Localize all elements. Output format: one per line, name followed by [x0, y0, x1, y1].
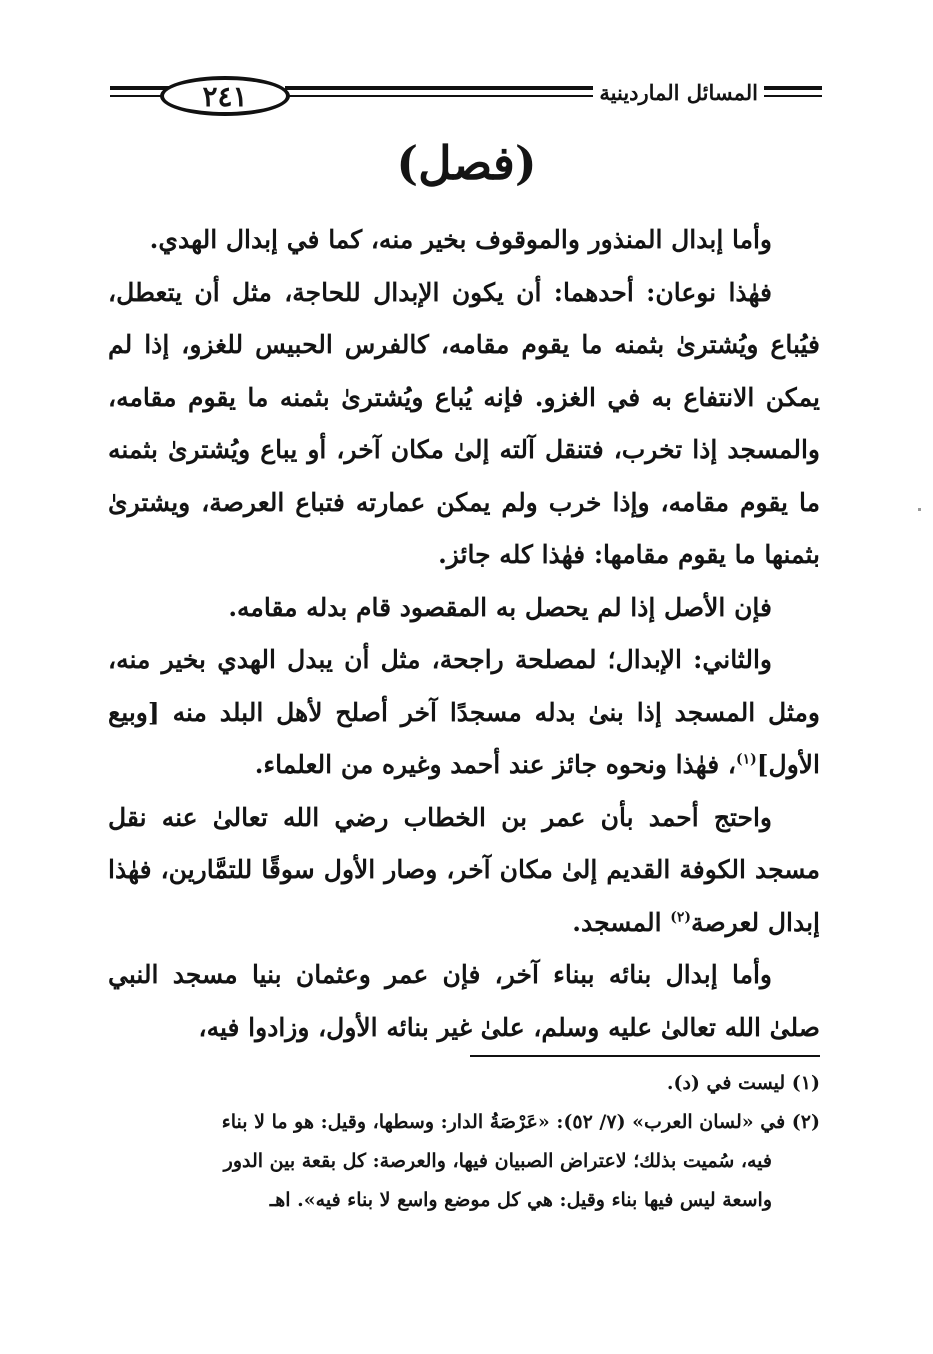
paragraph: وأما إبدال بنائه ببناء آخر، فإن عمر وعثمان بنيا مسجد النبي صلىٰ الله تعالىٰ عليه وسلم، علىٰ غير بنائه الأول، وزادوا فيه، — [108, 960, 820, 1042]
paragraph: فإن الأصل إذا لم يحصل به المقصود قام بدله مقامه. — [228, 592, 772, 622]
footnote-ref: (٢) — [670, 909, 692, 926]
paragraph-text: والثاني: الإبدال؛ لمصلحة راجحة، مثل أن يبدل الهدي بخير منه، ومثل المسجد إذا بنىٰ بدله مسجدًا آخر أصلح لأهل البلد منه [وبيع الأول] — [108, 645, 820, 779]
paragraph: فهٰذا نوعان: أحدهما: أن يكون الإبدال للحاجة، مثل أن يتعطل، فيُباع ويُشترىٰ بثمنه ما يقوم مقامه، كالفرس الحبيس للغزو، إذا لم يمكن الانتفاع به في الغزو. فإنه يُباع ويُشترىٰ بثمنه ما يقوم مقامه، والمسجد إذا تخرب، فتنقل آلته إلىٰ مكان آخر، أو يباع ويُشترىٰ بثمنه ما يقوم مقامه، وإذا خرب ولم يمكن عمارته فتباع العرصة، ويشترىٰ بثمنها ما يقوم مقامها: فهٰذا كله جائز. — [108, 277, 820, 569]
book-title: المسائل الماردينية — [593, 80, 764, 105]
footnote-2-cont: واسعة ليس فيها بناء وقيل: هي كل موضع واسع لا بناء فيه». اهـ — [269, 1189, 772, 1211]
paragraph: وأما إبدال المنذور والموقوف بخير منه، كما في إبدال الهدي. — [149, 225, 772, 254]
footnote-1: (١) ليست في (د). — [666, 1072, 820, 1094]
footnote-ref: (١) — [735, 751, 757, 768]
footnote-2: (٢) في «لسان العرب» (٧/ ٥٢): «عَرْصَةُ الدار: وسطها، وقيل: هو ما لا بناء — [221, 1111, 820, 1133]
footnote-2-cont: فيه، سُميت بذلك؛ لاعتراض الصبيان فيها، والعرصة: كل بقعة بين الدور — [223, 1150, 772, 1172]
running-header — [110, 72, 822, 122]
footnotes — [108, 1064, 820, 1220]
page-number: ٢٤١ — [160, 76, 290, 116]
header-rule-left — [110, 86, 170, 90]
scan-mark — [918, 508, 921, 511]
main-text — [108, 214, 820, 1054]
paragraph-text: المسجد. — [572, 907, 671, 937]
paragraph — [108, 792, 820, 950]
section-heading: (فصل) — [396, 136, 537, 190]
footnote-separator — [470, 1055, 820, 1057]
paragraph-text: واحتج أحمد بأن عمر بن الخطاب رضي الله تعالىٰ عنه نقل مسجد الكوفة القديم إلىٰ مكان آخر، وصار الأول سوقًا للتمَّارين، فهٰذا إبدال لعرصة — [108, 802, 820, 937]
paragraph-text: ، فهٰذا ونحوه جائز عند أحمد وغيره من العلماء. — [254, 750, 736, 779]
paragraph — [108, 634, 820, 792]
